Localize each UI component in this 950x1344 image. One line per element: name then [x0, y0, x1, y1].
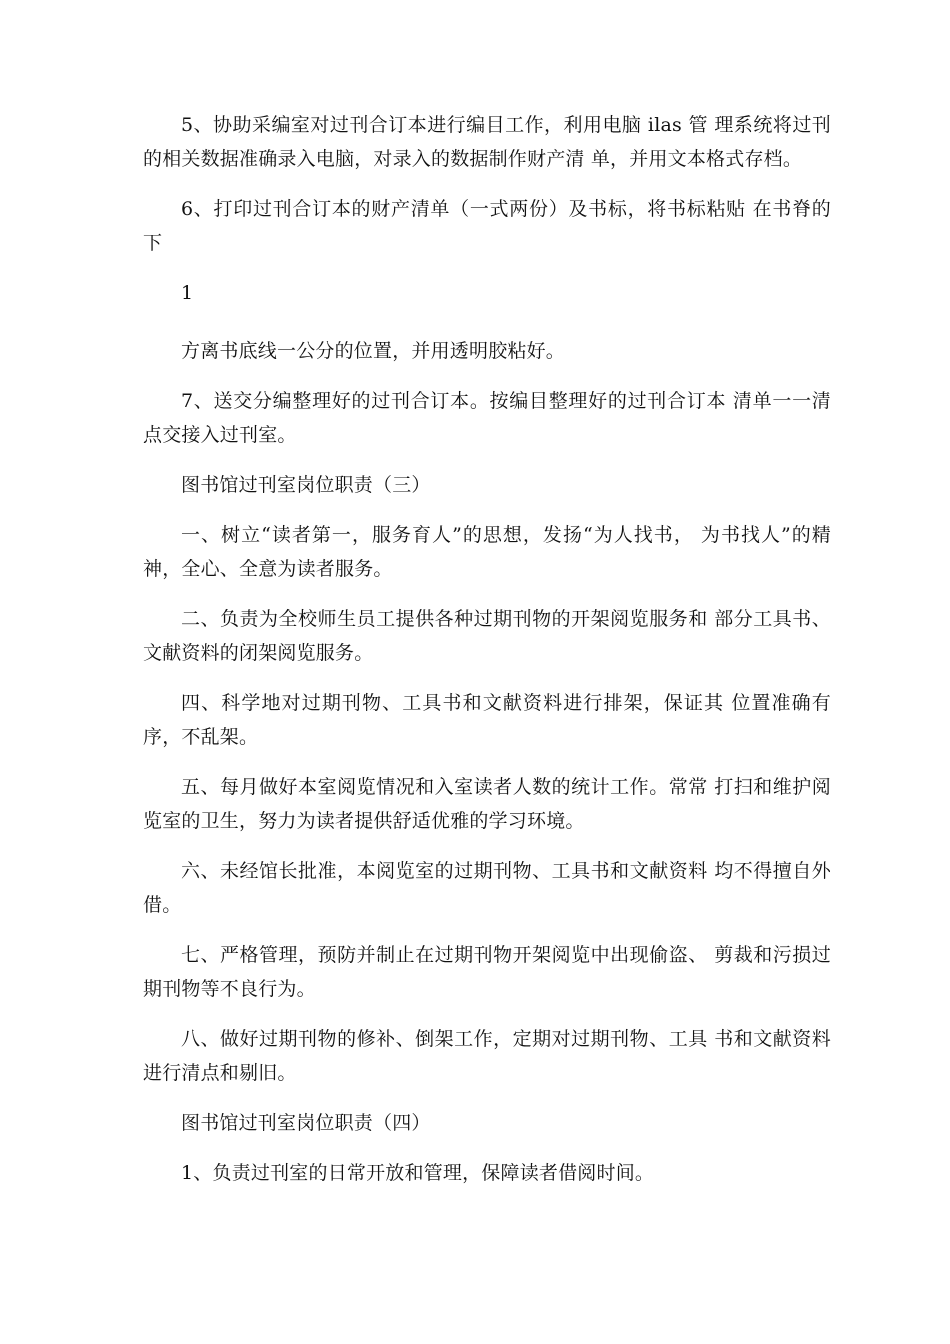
page-number: 1 — [181, 282, 194, 304]
duty-item-six: 六、未经馆长批准，本阅览室的过期刊物、工具书和文献资料 均不得擅自外借。 — [143, 860, 831, 916]
duty-item-one: 一、树立“读者第一，服务育人”的思想，发扬“为人找书， 为书找人”的精神，全心、全意为读者服务。 — [143, 524, 831, 580]
paragraph-item-7: 7、送交分编整理好的过刊合订本。按编目整理好的过刊合订本 清单一一清点交接入过刊室。 — [143, 390, 831, 446]
document-body — [143, 108, 831, 1206]
duty-item-four: 四、科学地对过期刊物、工具书和文献资料进行排架，保证其 位置准确有序，不乱架。 — [143, 692, 831, 748]
duty-item-eight: 八、做好过期刊物的修补、倒架工作，定期对过期刊物、工具 书和文献资料进行清点和剔旧。 — [143, 1028, 831, 1084]
paragraph-item-5: 5、协助采编室对过刊合订本进行编目工作，利用电脑 ilas 管 理系统将过刊的相关数据准确录入电脑，对录入的数据制作财产清 单，并用文本格式存档。 — [143, 114, 831, 170]
section-heading-three: 图书馆过刊室岗位职责（三） — [181, 474, 431, 496]
duty-item-five: 五、每月做好本室阅览情况和入室读者人数的统计工作。常常 打扫和维护阅览室的卫生，努力为读者提供舒适优雅的学习环境。 — [143, 776, 831, 832]
paragraph-continuation: 方离书底线一公分的位置，并用透明胶粘好。 — [181, 340, 566, 362]
duty-item-two: 二、负责为全校师生员工提供各种过期刊物的开架阅览服务和 部分工具书、文献资料的闭架阅览服务。 — [143, 608, 831, 664]
section-heading-four: 图书馆过刊室岗位职责（四） — [181, 1112, 431, 1134]
duty-item-seven: 七、严格管理，预防并制止在过期刊物开架阅览中出现偷盗、 剪裁和污损过期刊物等不良行为。 — [143, 944, 831, 1000]
paragraph-item-6: 6、打印过刊合订本的财产清单（一式两份）及书标，将书标粘贴 在书脊的下 — [143, 198, 831, 254]
duty-item-one-four: 1、负责过刊室的日常开放和管理，保障读者借阅时间。 — [181, 1162, 655, 1184]
